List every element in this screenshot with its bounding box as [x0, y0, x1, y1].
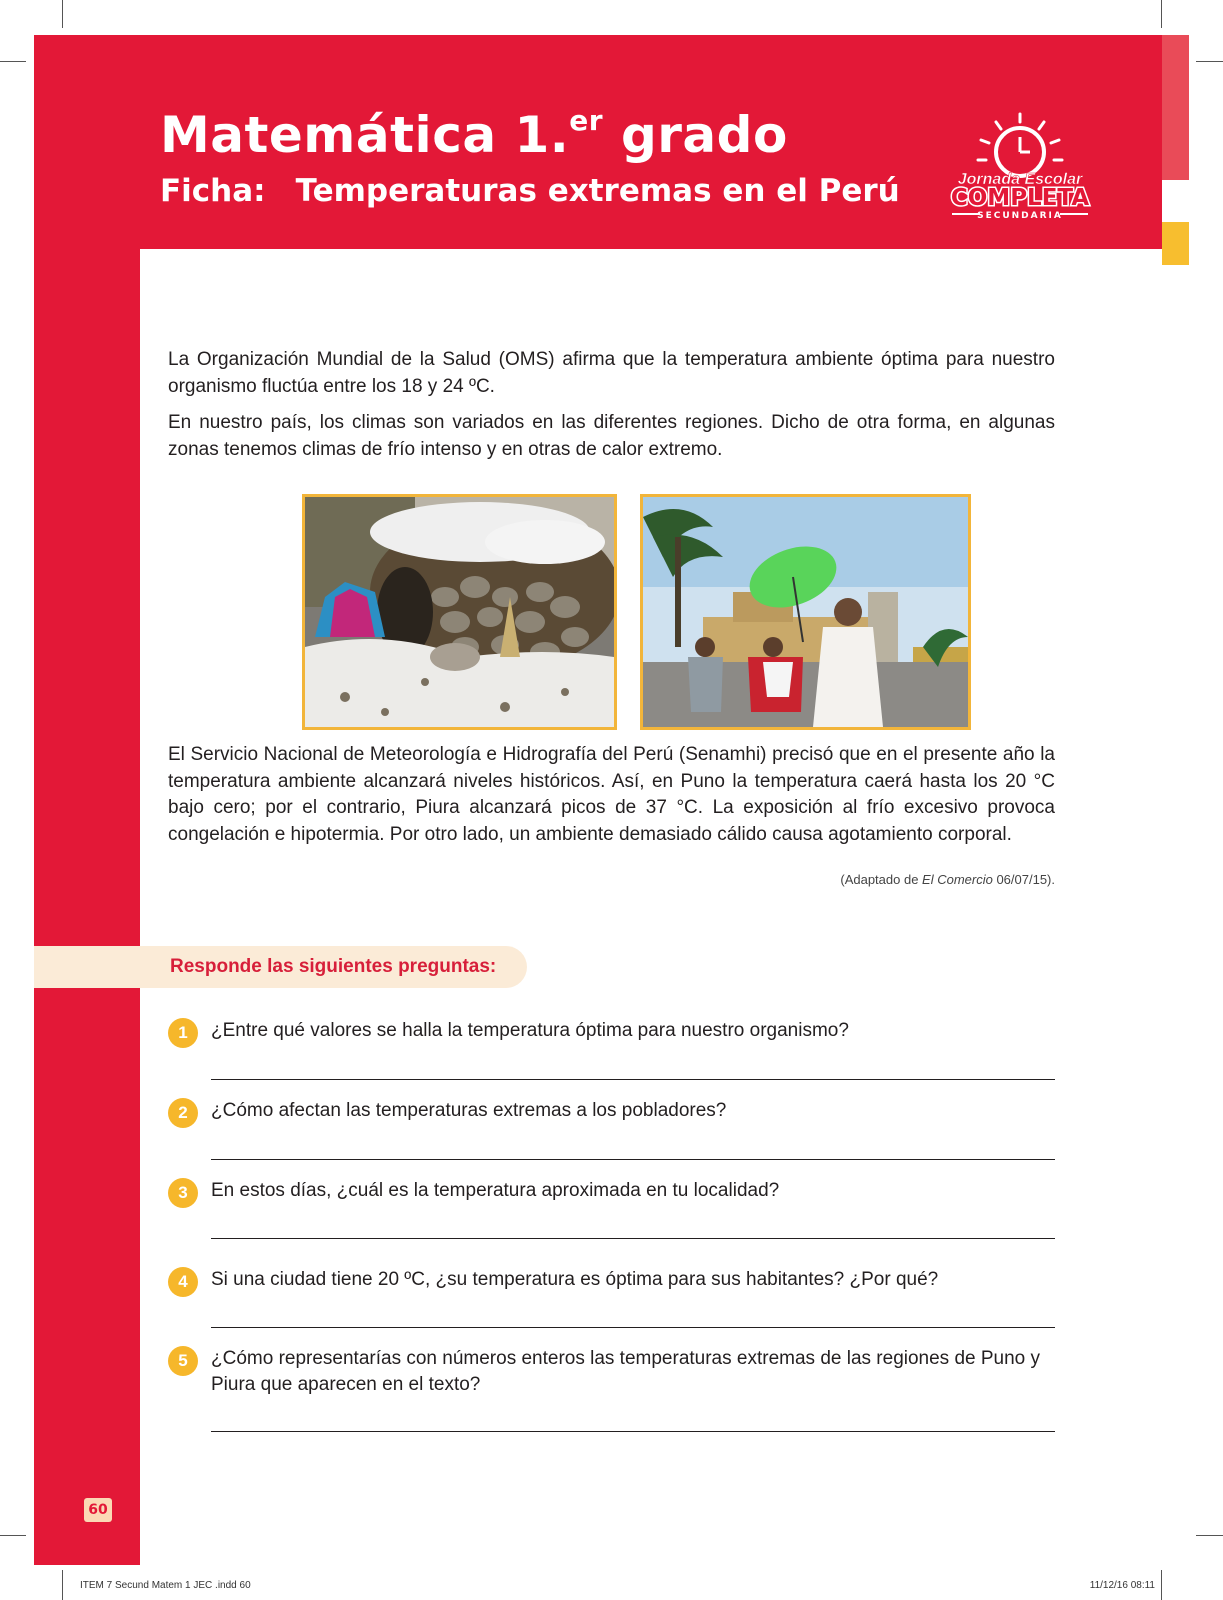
question-text: En estos días, ¿cuál es la temperatura aproximada en tu localidad?: [211, 1180, 780, 1201]
answer-line[interactable]: [211, 1431, 1055, 1432]
page-title: Matemática 1.$^{er}$ grado: [160, 104, 788, 164]
question-number-badge: 5: [168, 1346, 198, 1376]
crop-mark: [0, 61, 26, 62]
citation-source: El Comercio: [922, 872, 993, 887]
question-text: ¿Entre qué valores se halla la temperatura óptima para nuestro organismo?: [211, 1020, 849, 1041]
photo-puno-snow: [302, 494, 617, 730]
crop-mark: [62, 0, 63, 28]
answer-line[interactable]: [211, 1079, 1055, 1080]
logo-line1: Jornada Escolar: [957, 171, 1083, 188]
logo-line3: SECUNDARIA: [977, 211, 1063, 220]
edge-tab: [1162, 35, 1189, 180]
page-number: 60: [84, 1498, 112, 1522]
logo-line2: COMPLETA: [950, 185, 1090, 211]
question-number-badge: 3: [168, 1178, 198, 1208]
question-text: Si una ciudad tiene 20 ºC, ¿su temperatura es óptima para sus habitantes? ¿Por qué?: [211, 1269, 939, 1290]
slug-file: ITEM 7 Secund Matem 1 JEC .indd 60: [80, 1580, 251, 1591]
page-subtitle: Ficha: Temperaturas extremas en el Perú: [160, 173, 900, 209]
question-text: ¿Cómo representarías con números enteros las temperaturas extremas de las regiones de Puno y Piura que aparecen en el texto?: [211, 1348, 1041, 1395]
intro-paragraph-2: En nuestro país, los climas son variados en las diferentes regiones. Dicho de otra forma, en algunas zonas tenemos climas de frío intenso y en otras de calor extremo.: [168, 412, 1055, 460]
question-text: ¿Cómo afectan las temperaturas extremas a los pobladores?: [211, 1100, 727, 1121]
crop-mark: [1161, 1570, 1162, 1600]
crop-mark: [0, 1535, 26, 1536]
jornada-escolar-logo: [944, 110, 1096, 220]
questions-heading: Responde las siguientes preguntas:: [170, 956, 497, 977]
question-number-badge: 1: [168, 1018, 198, 1048]
question-number-badge: 2: [168, 1098, 198, 1128]
senamhi-paragraph: El Servicio Nacional de Meteorología e Hidrografía del Perú (Senamhi) precisó que en el presente año la temperatura ambiente alcanzará niveles históricos. Así, en Puno la temperatura caerá hasta los 20 °C bajo cero; por el contrario, Piura alcanzará picos de 37 °C. La exposición al frío excesivo provoca congelación e hipotermia. Por otro lado, un ambiente demasiado cálido causa agotamiento corporal.: [168, 744, 1055, 845]
edge-tab-yellow: [1162, 222, 1189, 265]
crop-mark: [1196, 61, 1223, 62]
left-margin-band: [34, 249, 140, 1565]
answer-line[interactable]: [211, 1238, 1055, 1239]
photo-hot-plaza: [640, 494, 971, 730]
answer-line[interactable]: [211, 1327, 1055, 1328]
question-number-badge: 4: [168, 1267, 198, 1297]
crop-mark: [1161, 0, 1162, 28]
answer-line[interactable]: [211, 1159, 1055, 1160]
intro-paragraph-1: La Organización Mundial de la Salud (OMS) afirma que la temperatura ambiente óptima para nuestro organismo fluctúa entre los 18 y 24 ºC.: [168, 349, 1055, 397]
crop-mark: [62, 1570, 63, 1600]
slug-date: 11/12/16 08:11: [1089, 1580, 1155, 1591]
citation: (Adaptado de El Comercio 06/07/15).: [840, 872, 1055, 887]
crop-mark: [1196, 1535, 1223, 1536]
